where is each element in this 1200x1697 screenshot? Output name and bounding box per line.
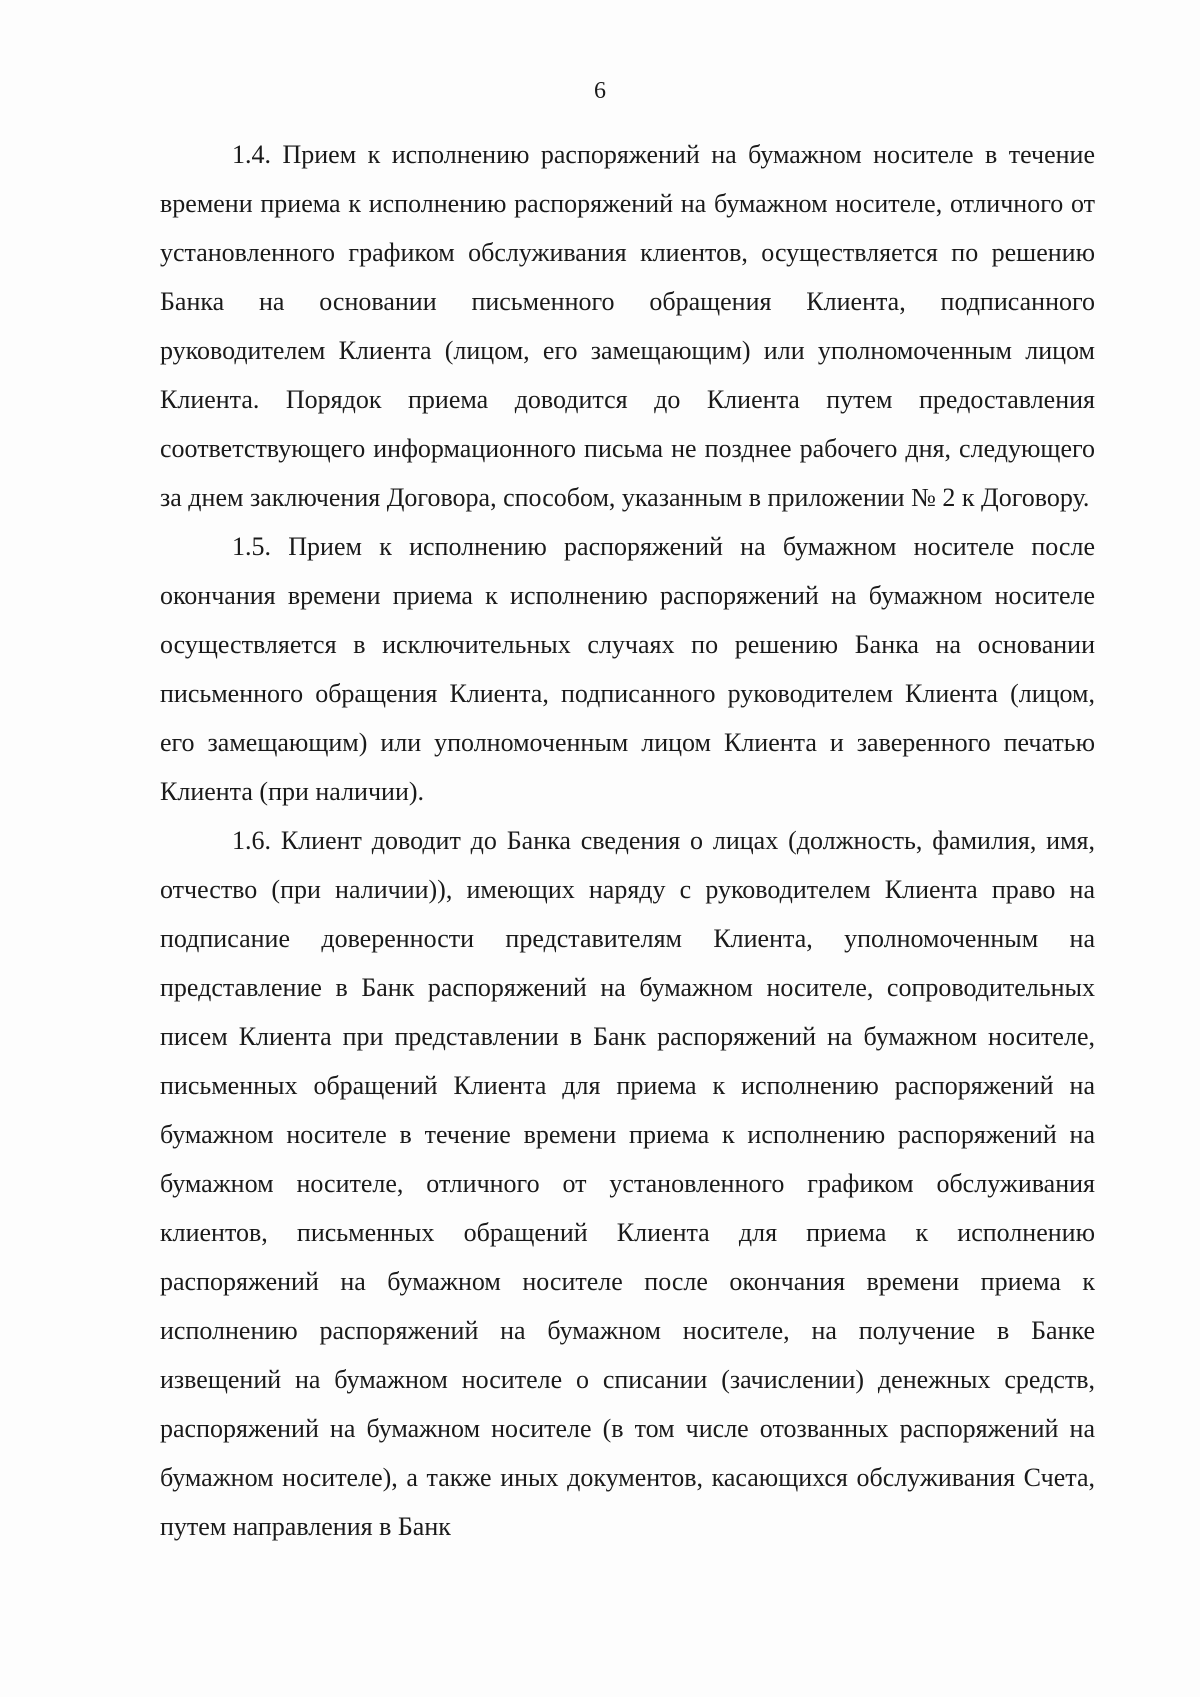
paragraph-1-6: 1.6. Клиент доводит до Банка сведения о лицах (должность, фамилия, имя, отчество (при наличии)), имеющих наряду с руководителем Клиента право на подписание доверенности представителям Клиента, уполномоченным на представление в Банк распоряжений на бумажном носителе, сопроводительных писем Клиента при представлении в Банк распоряжений на бумажном носителе, письменных обращений Клиента для приема к исполнению распоряжений на бумажном носителе в течение времени приема к исполнению распоряжений на бумажном носителе, отличного от установленного графиком обслуживания клиентов, письменных обращений Клиента для приема к исполнению распоряжений на бумажном носителе после окончания времени приема к исполнению распоряжений на бумажном носителе, на получение в Банке извещений на бумажном носителе о списании (зачислении) денежных средств, распоряжений на бумажном носителе (в том числе отозванных распоряжений на бумажном носителе), а также иных документов, касающихся обслуживания Счета, путем направления в Банк (160, 826, 1095, 1541)
paragraph-1-5: 1.5. Прием к исполнению распоряжений на бумажном носителе после окончания времени приема к исполнению распоряжений на бумажном носителе осуществляется в исключительных случаях по решению Банка на основании письменного обращения Клиента, подписанного руководителем Клиента (лицом, его замещающим) или уполномоченным лицом Клиента и заверенного печатью Клиента (при наличии). (160, 532, 1095, 806)
document-body (160, 130, 1095, 1551)
paragraph-1-4: 1.4. Прием к исполнению распоряжений на бумажном носителе в течение времени приема к исполнению распоряжений на бумажном носителе, отличного от установленного графиком обслуживания клиентов, осуществляется по решению Банка на основании письменного обращения Клиента, подписанного руководителем Клиента (лицом, его замещающим) или уполномоченным лицом Клиента. Порядок приема доводится до Клиента путем предоставления соответствующего информационного письма не позднее рабочего дня, следующего за днем заключения Договора, способом, указанным в приложении № 2 к Договору. (160, 140, 1095, 512)
page-number: 6 (594, 78, 606, 104)
